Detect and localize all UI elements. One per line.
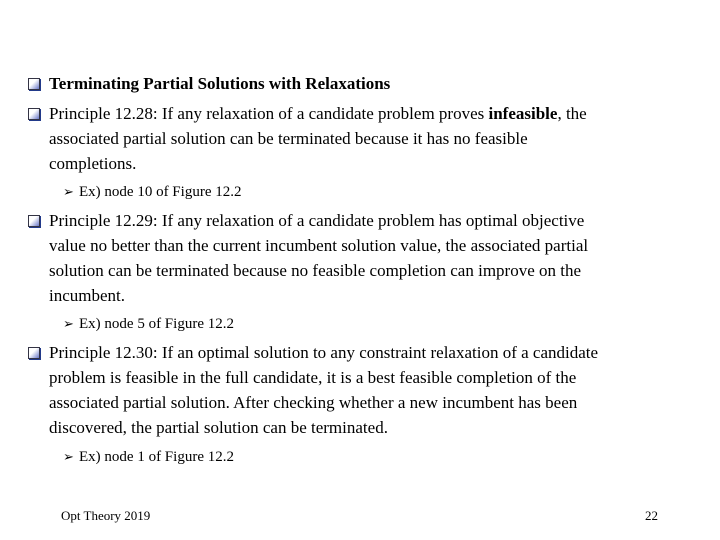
example-note: Ex) node 10 of Figure 12.2 (79, 184, 242, 200)
page-number: 22 (645, 508, 658, 523)
example-note: Ex) node 5 of Figure 12.2 (79, 316, 234, 332)
arrow-bullet-icon: ➢ (63, 316, 74, 331)
principle-12-30-line: Principle 12.30: If an optimal solution to any constraint relaxation of a candidate (49, 343, 599, 362)
principle-12-30-line: discovered, the partial solution can be terminated. (49, 418, 388, 437)
square-bullet-icon (28, 347, 40, 359)
principle-12-30-line: problem is feasible in the full candidate, it is a best feasible completion of the (49, 368, 577, 387)
text: , the (557, 104, 587, 123)
principle-12-29-line: solution can be terminated because no feasible completion can improve on the (49, 261, 582, 280)
slide-heading: Terminating Partial Solutions with Relaxations (49, 74, 391, 93)
arrow-bullet-icon: ➢ (63, 184, 74, 199)
example-note: Ex) node 1 of Figure 12.2 (79, 449, 234, 465)
square-bullet-icon (28, 215, 40, 227)
footer-course: Opt Theory 2019 (61, 508, 151, 523)
emphasis-infeasible: infeasible (488, 104, 558, 123)
square-bullet-icon (28, 108, 40, 120)
principle-12-28-line: associated partial solution can be terminated because it has no feasible (49, 129, 528, 148)
arrow-bullet-icon: ➢ (63, 449, 74, 464)
principle-12-29-line: Principle 12.29: If any relaxation of a candidate problem has optimal objective (49, 211, 585, 230)
principle-12-28-line: completions. (49, 154, 137, 173)
square-bullet-icon (28, 78, 40, 90)
principle-12-30-line: associated partial solution. After checking whether a new incumbent has been (49, 393, 578, 412)
principle-12-29-line: value no better than the current incumbent solution value, the associated partial (49, 236, 589, 255)
text: Principle 12.28: If any relaxation of a candidate problem proves (49, 104, 489, 123)
principle-12-28-line (49, 104, 587, 124)
principle-12-29-line: incumbent. (49, 286, 126, 305)
